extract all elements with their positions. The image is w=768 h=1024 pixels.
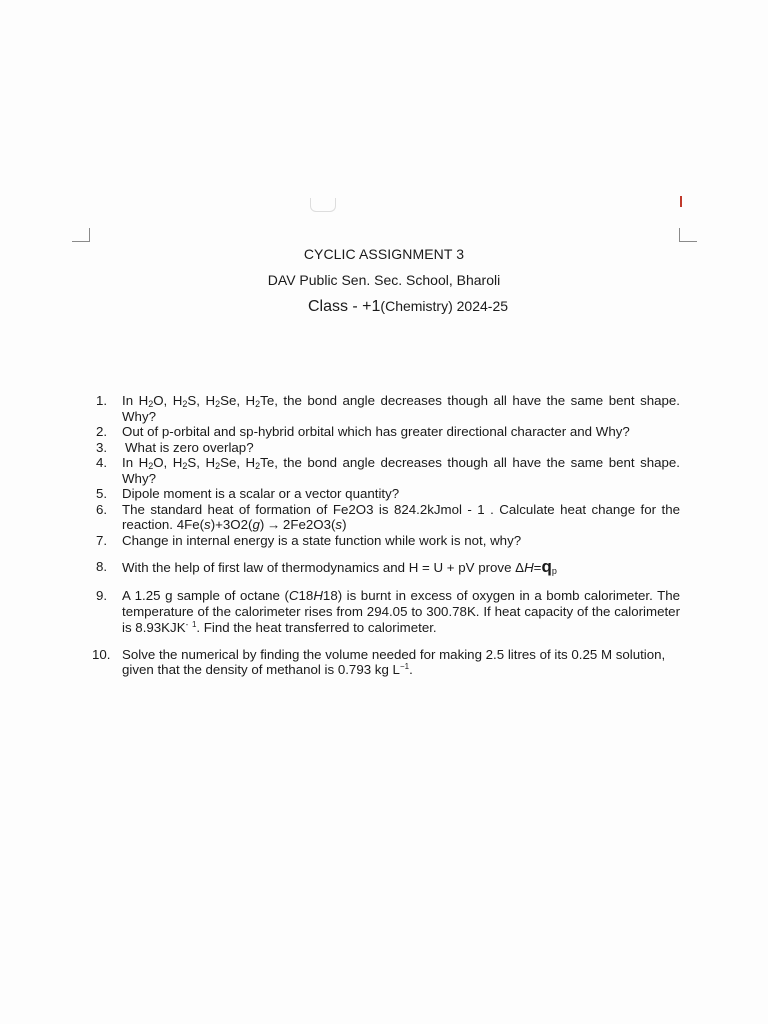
- question-number: 6.: [96, 501, 108, 517]
- question-number: 8.: [96, 559, 108, 574]
- school-name: DAV Public Sen. Sec. School, Bharoli: [267, 272, 501, 288]
- question-text: Out of p-orbital and sp-hybrid orbital which has greater directional character and Why?: [122, 424, 630, 439]
- crop-mark-right: [679, 228, 697, 242]
- assignment-title: CYCLIC ASSIGNMENT 3: [303, 246, 465, 262]
- red-tick-mark: [680, 196, 682, 207]
- crop-mark-left: [72, 228, 90, 242]
- question-list: [92, 393, 680, 678]
- question-item: [96, 486, 680, 502]
- question-item: 1. In $H_2O$, $H_2S$, $H_2Se$, $H_2Te$, the bond angle decreases though all have the same bent shape. Why?: [96, 393, 680, 424]
- question-item: [96, 440, 680, 456]
- class-subject: (Chemistry) 2024-25: [380, 298, 509, 314]
- question-item: 10. Solve the numerical by finding the volume needed for making 2.5 litres of its 0.25 M solution, given that the density of methanol is 0.793 kg $L^{-1}$.: [92, 646, 666, 677]
- question-item: 9. A 1.25 g sample of octane (C18H18) is burnt in excess of oxygen in a bomb calorimeter. The temperature of the calorimeter rises from 294.05 to 300.78K. If heat capacity of the calorimeter is 8.93KJK- $^1$. Find the heat transferred to calorimeter.: [96, 587, 680, 635]
- question-number: 10.: [92, 646, 111, 662]
- question-text: Change in internal energy is a state function while work is not, why?: [122, 532, 522, 548]
- question-item: 4. In $H_2O$, $H_2S$, $H_2Se$, $H_2Te$, the bond angle decreases though all have the same bent shape. Why?: [96, 455, 680, 486]
- question-number: 9.: [96, 587, 108, 603]
- page-tab-mark: [310, 198, 336, 212]
- question-item: 8. With the help of first law of thermodynamics and H = U + pV prove $\Delta H=q_p$: [96, 557, 557, 576]
- question-number: 5.: [96, 486, 108, 501]
- question-text: Dipole moment is a scalar or a vector quantity?: [122, 486, 400, 501]
- question-number: 7.: [96, 532, 108, 548]
- class-prefix: Class - +1: [307, 298, 381, 315]
- question-number: 1.: [96, 393, 108, 408]
- question-item: 6. The standard heat of formation of Fe2O3 is 824.2kJmol - 1 . Calculate heat change for the reaction. 4Fe(s)+3O2(g) → 2Fe2O3(s): [96, 501, 680, 532]
- question-number: 2.: [96, 424, 108, 439]
- question-text: What is zero overlap?: [125, 439, 254, 455]
- question-item: [96, 424, 680, 440]
- question-number: 3.: [96, 439, 108, 455]
- question-item: [96, 533, 680, 549]
- class-line: [24, 298, 768, 316]
- question-number: 4.: [96, 455, 108, 470]
